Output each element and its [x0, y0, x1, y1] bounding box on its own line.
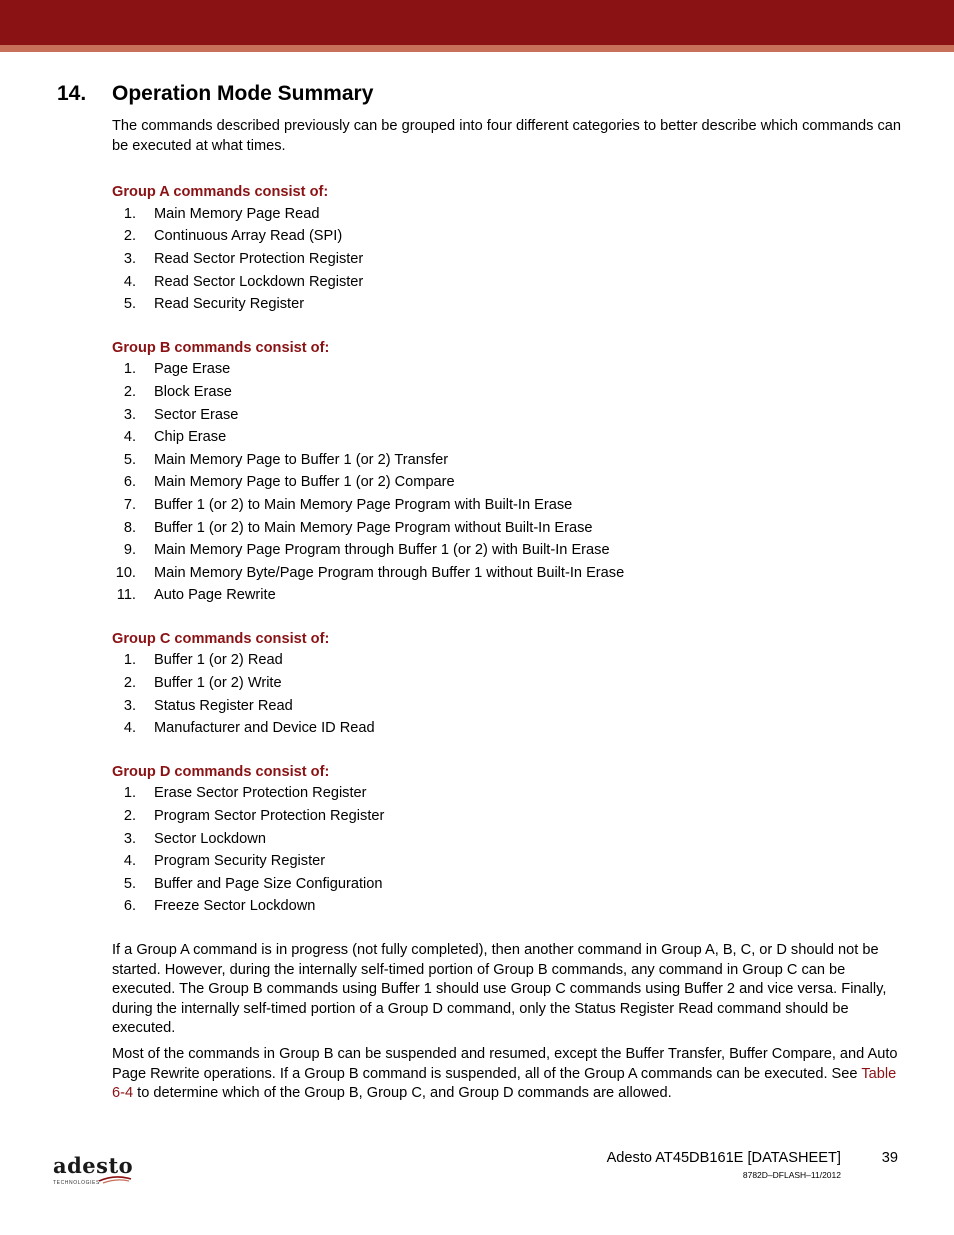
section-heading	[57, 82, 373, 106]
list-item	[112, 293, 902, 316]
list-item-text: Manufacturer and Device ID Read	[154, 720, 375, 737]
header-band	[0, 0, 954, 45]
logo-tagline: TECHNOLOGIES	[53, 1180, 100, 1186]
list-item	[112, 539, 902, 562]
list-item	[112, 271, 902, 294]
list-item	[112, 203, 902, 226]
list-item-number: 4.	[123, 720, 136, 737]
list-item	[112, 426, 902, 449]
list-item	[112, 782, 902, 805]
list-item-number: 1.	[123, 205, 136, 222]
list-item	[112, 672, 902, 695]
list-item-number: 3.	[123, 250, 136, 267]
paragraph-suspend-text-1: Most of the commands in Group B can be suspended and resumed, except the Buffer Transfer, Buffer Compare, and Auto Page Rewrite operations. If a Group B command is suspended, all of the Group A commands can be executed. See	[112, 1045, 898, 1082]
logo-wordmark: adesto	[53, 1153, 134, 1178]
group-c-list	[112, 649, 902, 739]
list-item	[112, 649, 902, 672]
list-item-number: 1.	[123, 652, 136, 669]
list-item-number: 6.	[123, 898, 136, 915]
list-item-number: 10.	[115, 564, 136, 581]
list-item-number: 1.	[123, 785, 136, 802]
section-number: 14.	[57, 82, 87, 105]
list-item	[112, 850, 902, 873]
footer-doc-title: Adesto AT45DB161E [DATASHEET]	[606, 1150, 841, 1166]
list-item-text: Continuous Array Read (SPI)	[154, 228, 343, 245]
list-item	[112, 494, 902, 517]
list-item-text: Buffer 1 (or 2) Read	[154, 652, 283, 669]
list-item-text: Program Sector Protection Register	[154, 808, 385, 825]
list-item-number: 11.	[116, 587, 136, 604]
group-d-title: Group D commands consist of:	[112, 763, 330, 780]
list-item	[112, 828, 902, 851]
list-item-text: Read Sector Protection Register	[154, 250, 364, 267]
list-item-number: 2.	[123, 675, 136, 692]
list-item-number: 2.	[123, 808, 136, 825]
list-item-text: Main Memory Page Program through Buffer 1 (or 2) with Built-In Erase	[154, 542, 610, 559]
paragraph-concurrency: If a Group A command is in progress (not fully completed), then another command in Group A, B, C, or D should not be started. However, during the internally self-timed portion of Group B commands, any command in Group C can be executed. The Group B commands using Buffer 1 should use Group C commands using Buffer 2 and vice versa. Finally, during the internally self-timed portion of a Group D command, only the Status Register Read command should be executed.	[112, 942, 887, 1037]
list-item-number: 4.	[123, 273, 136, 290]
list-item-text: Chip Erase	[154, 429, 227, 446]
list-item-number: 3.	[123, 830, 136, 847]
list-item-number: 4.	[123, 853, 136, 870]
adesto-logo	[53, 1153, 143, 1189]
group-d-list	[112, 782, 902, 918]
list-item	[112, 717, 902, 740]
list-item-number: 1.	[123, 361, 136, 378]
list-item-text: Auto Page Rewrite	[154, 587, 276, 604]
paragraph-suspend-text-2: to determine which of the Group B, Group C, and Group D commands are allowed.	[133, 1085, 672, 1102]
list-item-number: 6.	[123, 474, 136, 491]
group-b-title: Group B commands consist of:	[112, 339, 330, 356]
doc-code: 8782D–DFLASH–11/2012	[742, 1170, 841, 1180]
list-item-text: Main Memory Page to Buffer 1 (or 2) Compare	[154, 474, 455, 491]
page-content	[112, 117, 902, 1104]
paragraph-suspend	[112, 1045, 902, 1104]
list-item	[112, 895, 902, 918]
list-item	[112, 381, 902, 404]
list-item-text: Main Memory Page to Buffer 1 (or 2) Transfer	[154, 451, 449, 468]
list-item-text: Status Register Read	[154, 697, 293, 714]
list-item	[112, 404, 902, 427]
header-stripe	[0, 45, 954, 52]
list-item-text: Buffer and Page Size Configuration	[154, 875, 383, 892]
list-item-text: Read Security Register	[154, 296, 305, 313]
group-a-list	[112, 203, 902, 316]
list-item	[112, 562, 902, 585]
list-item-text: Program Security Register	[154, 853, 326, 870]
list-item-number: 2.	[123, 383, 136, 400]
list-item-number: 9.	[123, 542, 136, 559]
intro-paragraph: The commands described previously can be grouped into four different categories to better describe which commands can be executed at what times.	[112, 118, 902, 154]
list-item-text: Erase Sector Protection Register	[154, 785, 367, 802]
list-item-number: 3.	[123, 406, 136, 423]
page-number: 39	[881, 1150, 898, 1166]
list-item-number: 5.	[123, 296, 136, 313]
group-b-list	[112, 358, 902, 607]
list-item-text: Sector Erase	[154, 406, 239, 423]
list-item-text: Main Memory Byte/Page Program through Buffer 1 without Built-In Erase	[154, 564, 625, 581]
list-item-number: 7.	[123, 496, 136, 513]
list-item-text: Buffer 1 (or 2) to Main Memory Page Program without Built-In Erase	[154, 519, 593, 536]
group-c-title: Group C commands consist of:	[112, 630, 330, 647]
list-item-text: Buffer 1 (or 2) to Main Memory Page Program with Built-In Erase	[154, 496, 573, 513]
list-item-number: 2.	[123, 228, 136, 245]
list-item-text: Buffer 1 (or 2) Write	[154, 675, 282, 692]
group-a-title: Group A commands consist of:	[112, 184, 329, 201]
list-item	[112, 805, 902, 828]
list-item-number: 5.	[123, 451, 136, 468]
list-item	[112, 358, 902, 381]
list-item	[112, 449, 902, 472]
list-item-text: Read Sector Lockdown Register	[154, 273, 364, 290]
list-item-number: 5.	[123, 875, 136, 892]
table-6-4-link[interactable]: Table 6-4	[112, 1065, 897, 1102]
list-item-text: Freeze Sector Lockdown	[154, 898, 316, 915]
list-item-text: Page Erase	[154, 361, 231, 378]
list-item	[112, 695, 902, 718]
list-item-text: Block Erase	[154, 383, 232, 400]
list-item-text: Sector Lockdown	[154, 830, 266, 847]
list-item-number: 4.	[123, 429, 136, 446]
list-item	[112, 873, 902, 896]
list-item	[112, 248, 902, 271]
list-item-text: Main Memory Page Read	[154, 205, 320, 222]
list-item	[112, 471, 902, 494]
list-item	[112, 225, 902, 248]
logo-swoosh-icon	[97, 1175, 133, 1185]
list-item-number: 8.	[123, 519, 136, 536]
list-item-number: 3.	[123, 697, 136, 714]
list-item	[112, 517, 902, 540]
list-item	[112, 584, 902, 607]
section-title: Operation Mode Summary	[112, 82, 374, 105]
